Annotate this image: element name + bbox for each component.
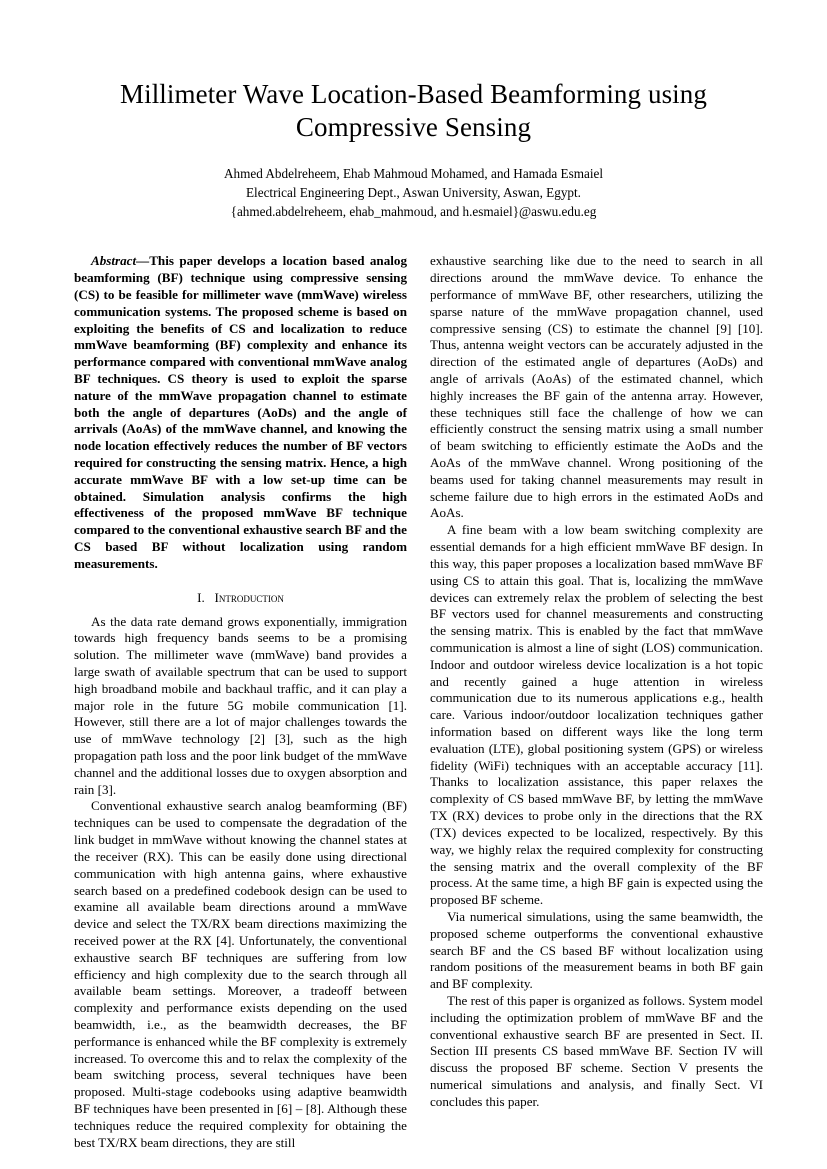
paragraph: Conventional exhaustive search analog beamforming (BF) techniques can be used to compensate the degradation of the link budget in mmWave without knowing the channel states at the receiver (RX). This can be easily done using directional communication with high antenna gains, where exhaustive search based on a predefined codebook design can be used to examine all available beam directions around a mmWave device and select the TX/RX beam directions maximizing the received power at the RX [4]. Unfortunately, the conventional exhaustive search BF techniques are suffering from low efficiency and high complexity due to the search through all available beam settings. Moreover, a tradeoff between complexity and performance exists depending on the used beamwidth, i.e., as the beamwidth decreases, the BF performance is enhanced while the BF complexity is extremely increased. To overcome this and to relax the complexity of the beam switching process, several techniques have been proposed. Multi-stage codebooks using adaptive beamwidth BF techniques have been presented in [6] – [8]. Although these techniques reduce the required complexity for obtaining the best TX/RX beam directions, they are still [74,798,407,1150]
paragraph: As the data rate demand grows exponentially, immigration towards high frequency bands seems to be a promising solution. The millimeter wave (mmWave) band provides a large swath of available spectrum that can be used to support high broadband mobile and backhaul traffic, and it can play a major role in the future 5G mobile communication [1]. However, still there are a lot of major challenges towards the use of mmWave technology [2] [3], such as the high propagation path loss and the poor link budget of the mmWave channel and the additional losses due to oxygen absorption and rain [3]. [74,613,407,797]
paragraph: Via numerical simulations, using the same beamwidth, the proposed scheme outperforms the conventional exhaustive search BF and the CS based BF without localization using random positions of the measurement beams in both BF gain and BF complexity. [430,908,763,992]
section-title: Introduction [214,589,284,605]
abstract-label: Abstract— [91,253,150,269]
abstract-paragraph [74,253,407,572]
author-affiliation: Electrical Engineering Dept., Aswan University, Aswan, Egypt. [246,185,581,201]
author-emails: {ahmed.abdelreheem, ehab_mahmoud, and h.esmaiel}@aswu.edu.eg [230,204,597,220]
page-title: Millimeter Wave Location-Based Beamforming using Compressive Sensing [120,79,707,142]
section-heading-introduction [74,590,407,607]
abstract-text: This paper develops a location based analog beamforming (BF) technique using compressive sensing (CS) to be feasible for millimeter wave (mmWave) wireless communication systems. The proposed scheme is based on exploiting the benefits of CS and localization to reduce mmWave beamforming (BF) complexity and enhance its performance compared with conventional mmWave analog BF techniques. CS theory is used to exploit the sparse nature of the mmWave propagation channel to estimate both the angle of departures (AoDs) and the angle of arrivals (AoAs) of the mmWave channel, and knowing the node location effectively reduces the number of BF vectors required for constructing the sensing matrix. Hence, a high accurate mmWave BF with a low set-up time can be obtained. Simulation analysis confirms the high effectiveness of the proposed mmWave BF technique compared to the conventional exhaustive search BF and the CS based BF without localization using random measurements. [74,253,407,571]
paragraph: The rest of this paper is organized as follows. System model including the optimization problem of mmWave BF and the conventional exhaustive search BF are presented in Sect. II. Section III presents CS based mmWave BF. Section IV will discuss the proposed BF scheme. Section V presents the numerical simulations and analysis, and finally Sect. VI concludes this paper. [430,993,763,1109]
left-column [74,253,407,1151]
body-columns [74,253,763,1151]
right-column [430,253,763,1151]
paragraph: exhaustive searching like due to the need to search in all directions around the mmWave device. To enhance the performance of mmWave BF, other researchers, utilizing the sparse nature of the mmWave propagation channel, used compressive sensing (CS) to estimate the channel [9] [10]. Thus, antenna weight vectors can be accurately adjusted in the direction of the estimated angle of departures (AoDs) and angle of arrivals (AoAs) of the estimated channel, which highly increases the BF gain of the antenna array. However, these techniques still face the challenge of how we can efficiently construct the sensing matrix using a small number of beam switching to efficiently estimate the AoDs and the AoAs of the mmWave channel. Wrong positioning of the beams used for taking channel measurements may result in scheme failure due to high errors in the estimated AoDs and AoAs. [430,253,763,521]
author-block [74,164,753,221]
paragraph: A fine beam with a low beam switching complexity are essential demands for a high efficient mmWave BF design. In this way, this paper proposes a localization based mmWave BF using CS to attain this goal. That is, localizing the mmWave devices can extremely relax the problem of selecting the best BF vectors used for channel measurements and constructing the sensing matrix. This is enabled by the fact that mmWave communication is almost a line of sight (LOS) communication. Indoor and outdoor wireless device localization is a hot topic and recently gained a huge attention in wireless communication due to its numerous applications e.g., health care. Various indoor/outdoor localization techniques gather information based on different ways like the long term evaluation (LTE), global positioning system (GPS) or wireless fidelity (WiFi) techniques with an acceptable accuracy [11]. Thanks to localization assistance, this paper relaxes the complexity of CS based mmWave BF, by letting the mmWave TX (RX) devices to probe only in the directions that the RX (TX) devices expected to be localized, respectively. By this way, we highly relax the required complexity for constructing the sensing matrix and the overall complexity of the BF process. At the same time, a high BF gain is expected using the proposed BF scheme. [430,522,763,908]
section-number: I. [197,589,205,605]
author-names: Ahmed Abdelreheem, Ehab Mahmoud Mohamed, and Hamada Esmaiel [223,165,604,181]
